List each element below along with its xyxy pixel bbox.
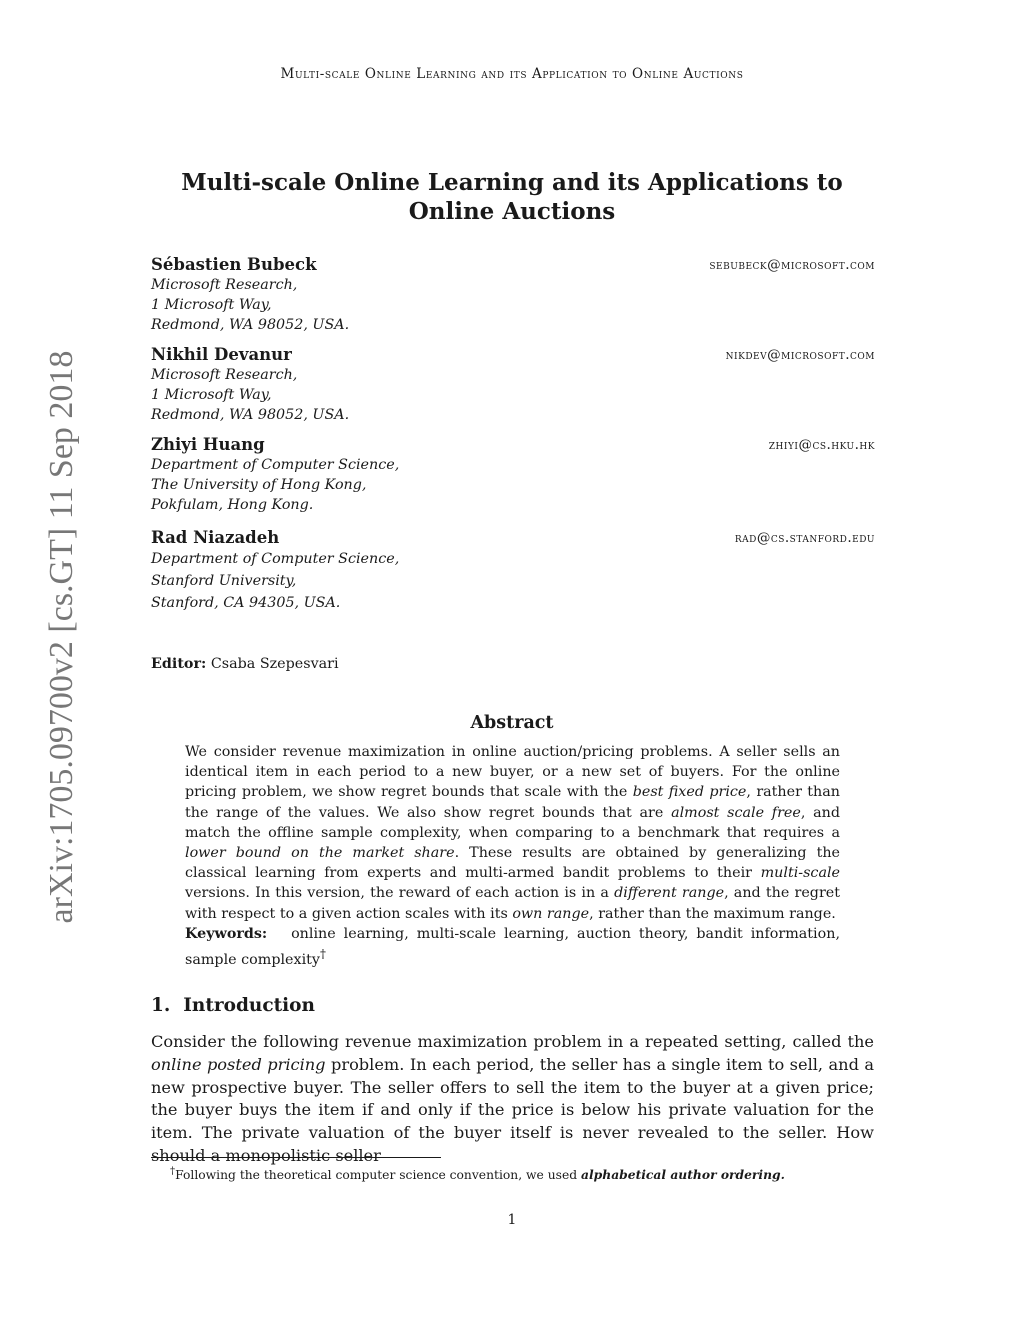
footnote-emphasis: alphabetical author ordering. (581, 1167, 785, 1183)
intro-paragraph (151, 1031, 874, 1168)
section-number: 1. (151, 995, 171, 1016)
affiliation-line: Redmond, WA 98052, USA. (151, 407, 350, 423)
author-email: nikdev@microsoft.com (725, 347, 875, 363)
footnote-mark: † (170, 1165, 176, 1177)
editor-line (151, 654, 339, 674)
footnote-text: Following the theoretical computer science convention, we used (175, 1168, 582, 1183)
abstract-paragraph (185, 742, 840, 924)
abstract-body (185, 742, 840, 970)
arxiv-identifier: arXiv:1705.09700v2 [cs.GT] 11 Sep 2018 (43, 350, 80, 924)
affiliation-line: 1 Microsoft Way, (151, 297, 272, 313)
footnote-mark: † (319, 947, 326, 962)
author-name: Nikhil Devanur (151, 345, 292, 364)
abstract-text: We consider revenue maximization in online auction/pricing problems. A seller sells an identical item in each period to a new buyer, or a new set of buyers. For the online pricing problem, we show regret bounds that scale with the (185, 744, 840, 801)
section-title: Introduction (183, 995, 315, 1016)
affiliation-line: The University of Hong Kong, (151, 477, 367, 493)
keywords-list: online learning, multi-scale learning, auction theory, bandit information, sample complexity (185, 925, 840, 968)
running-head: Multi-scale Online Learning and its Application to Online Auctions (280, 66, 744, 82)
editor-label: Editor: (151, 656, 207, 672)
keywords-label: Keywords: (185, 925, 268, 942)
intro-text: Consider the following revenue maximization problem in a repeated setting, called the (151, 1032, 874, 1051)
abstract-text: , rather than the range of the values. We also show regret bounds that are (185, 784, 840, 821)
abstract-heading: Abstract (470, 713, 554, 733)
affiliation-line: Stanford, CA 94305, USA. (151, 595, 341, 611)
abstract-emphasis: best fixed price (632, 784, 747, 801)
abstract-text: . These results are obtained by generalizing the classical learning from experts and multi-armed bandit problems to their (185, 845, 840, 882)
author-name: Zhiyi Huang (151, 435, 265, 454)
author-email: zhiyi@cs.hku.hk (768, 437, 875, 453)
keywords (185, 924, 840, 970)
page-number: 1 (507, 1212, 517, 1228)
affiliation-line: Microsoft Research, (151, 367, 298, 383)
author-block (151, 255, 875, 335)
abstract-emphasis: almost scale free (671, 804, 801, 821)
footnote (170, 1163, 785, 1183)
affiliation-line: Department of Computer Science, (151, 551, 400, 567)
abstract-text: , and match the offline sample complexity, when comparing to a benchmark that requires a (185, 804, 840, 841)
intro-emphasis: online posted pricing (151, 1054, 326, 1074)
abstract-emphasis: own range (512, 905, 590, 922)
abstract-text: versions. In this version, the reward of each action is in a (185, 885, 615, 902)
affiliation-line: Department of Computer Science, (151, 457, 400, 473)
author-block (151, 435, 875, 515)
affiliation-line: Redmond, WA 98052, USA. (151, 317, 350, 333)
author-block (151, 528, 875, 614)
paper-title: Multi-scale Online Learning and its Applications to Online Auctions (181, 169, 843, 225)
abstract-emphasis: lower bound on the market share (185, 845, 455, 862)
footnote-rule (151, 1157, 441, 1158)
author-name: Rad Niazadeh (151, 528, 280, 547)
affiliation-line: Pokfulam, Hong Kong. (151, 497, 314, 513)
affiliation-line: 1 Microsoft Way, (151, 387, 272, 403)
abstract-emphasis: multi-scale (760, 865, 840, 882)
abstract-text: , rather than the maximum range. (589, 905, 836, 922)
affiliation-line: Microsoft Research, (151, 277, 298, 293)
intro-body (151, 1031, 874, 1168)
affiliation-line: Stanford University, (151, 573, 297, 589)
section-heading (151, 995, 315, 1016)
editor-name: Csaba Szepesvari (210, 656, 339, 672)
author-email: sebubeck@microsoft.com (709, 257, 875, 273)
author-block (151, 345, 875, 425)
author-email: rad@cs.stanford.edu (734, 530, 875, 546)
abstract-emphasis: different range (614, 885, 725, 902)
author-name: Sébastien Bubeck (151, 255, 317, 274)
abstract-text: , and the regret with respect to a given action scales with its (185, 885, 840, 922)
intro-text: problem. In each period, the seller has a single item to sell, and a new prospective buyer. The seller offers to sell the item to the buyer at a given price; the buyer buys the item if and only if the price is below his private valuation for the item. The private valuation of the buyer itself is never revealed to the seller. How should a monopolistic seller (151, 1054, 874, 1165)
